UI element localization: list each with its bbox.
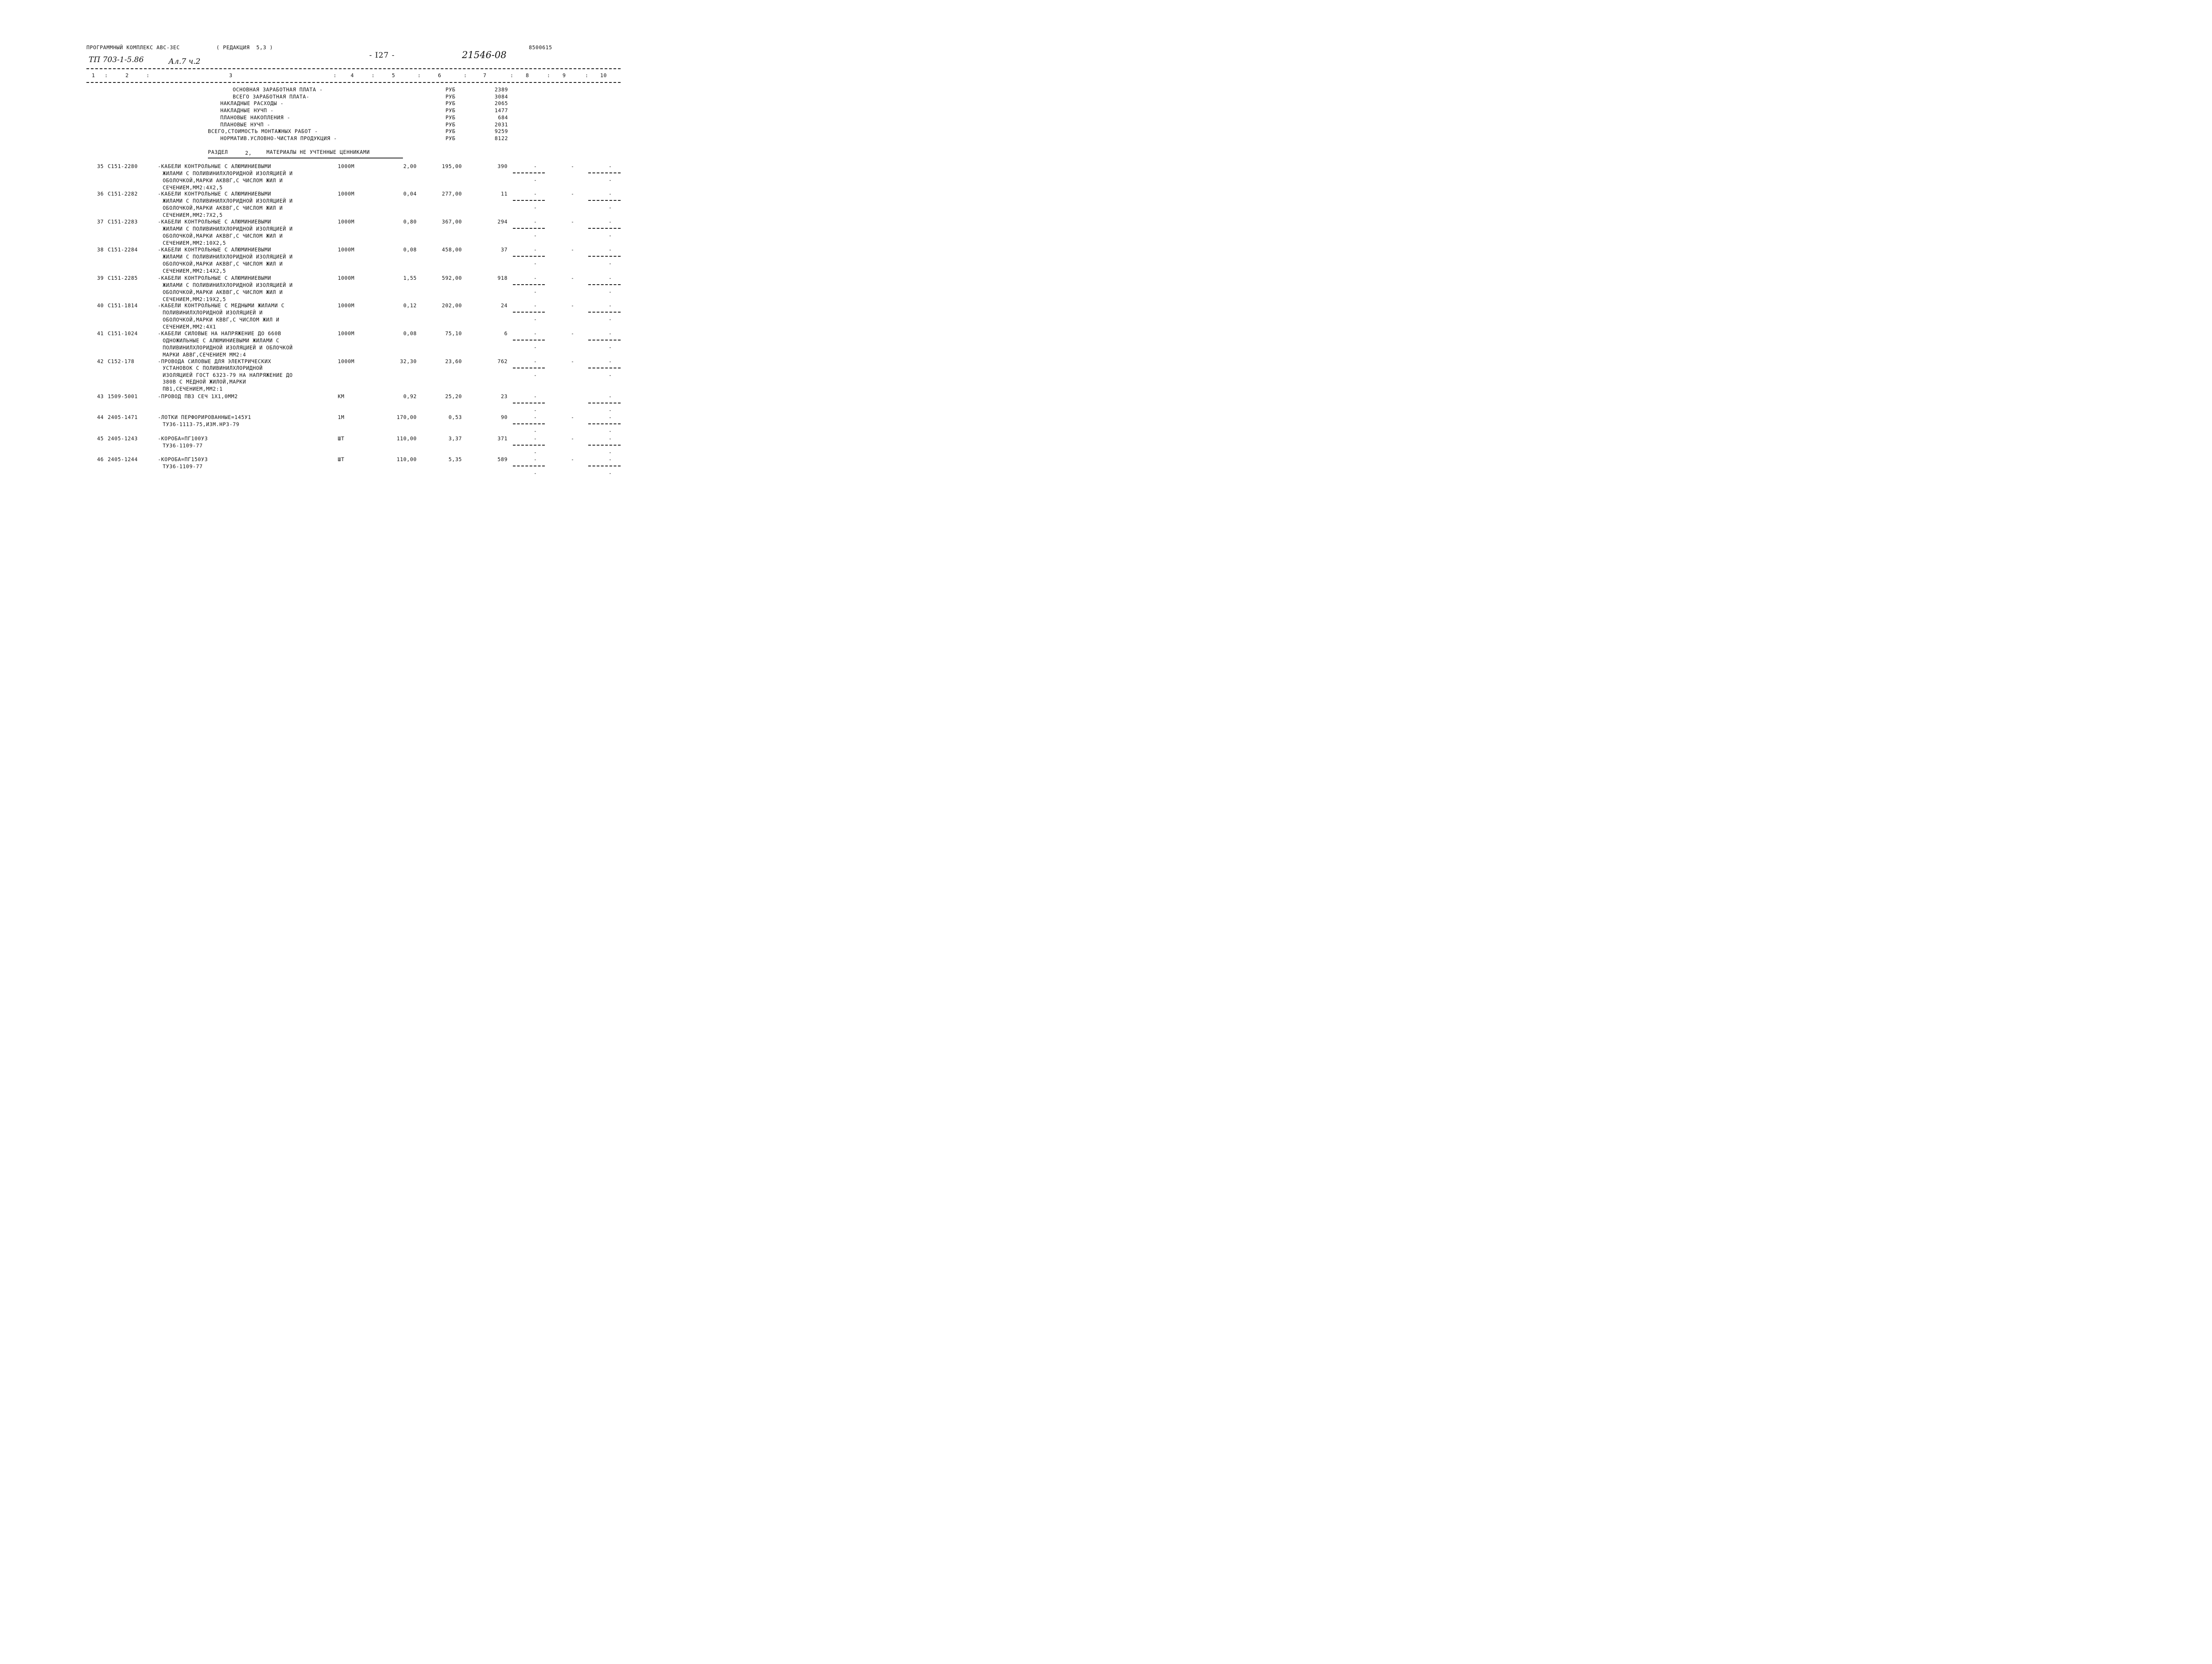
row-description: -КАБЕЛИ КОНТРОЛЬНЫЕ С МЕДНЫМИ ЖИЛАМИ С [158, 302, 285, 309]
row-unit: 1000М [338, 358, 355, 364]
cell-divider [588, 340, 621, 341]
row-code: 1509-5001 [108, 393, 138, 399]
row-quantity: 170,00 [396, 414, 417, 420]
row-quantity: 1,55 [403, 275, 417, 281]
column-separator: : [146, 72, 150, 78]
row-col10: - [609, 247, 612, 253]
row-col10-subtotal: - [609, 289, 612, 295]
row-number: 42 [97, 358, 104, 364]
row-description: -КОРОБА=ПГ100У3 [158, 435, 208, 442]
cell-divider [513, 423, 545, 424]
row-number: 43 [97, 393, 104, 399]
cell-divider [588, 256, 621, 257]
row-col10-subtotal: - [609, 260, 612, 266]
row-description: ОБОЛОЧКОЙ,МАРКИ КВВГ,С ЧИСЛОМ ЖИЛ И [163, 316, 280, 323]
row-description: ЖИЛАМИ С ПОЛИВИНИЛХЛОРИДНОЙ ИЗОЛЯЦИЕЙ И [163, 253, 293, 260]
column-separator: : [418, 72, 421, 78]
row-col8-subtotal: - [534, 289, 537, 295]
row-col8-subtotal: - [534, 344, 537, 350]
row-description: -КАБЕЛИ КОНТРОЛЬНЫЕ С АЛЮМИНИЕВЫМИ [158, 219, 271, 225]
row-price: 202,00 [442, 302, 462, 309]
row-description: -КОРОБА=ПГ150У3 [158, 456, 208, 462]
row-col9: - [571, 219, 574, 225]
summary-value: 2031 [494, 121, 508, 128]
row-number: 44 [97, 414, 104, 420]
cell-divider [513, 200, 545, 201]
row-quantity: 0,08 [403, 330, 417, 337]
row-description: ТУ36-1109-77 [163, 463, 203, 470]
row-col8-subtotal: - [534, 470, 537, 476]
row-col10: - [609, 330, 612, 337]
summary-value: 8122 [494, 135, 508, 141]
row-description: ТУ36-1109-77 [163, 442, 203, 449]
row-unit: 1000М [338, 191, 355, 197]
row-total: 294 [497, 219, 508, 225]
row-col8-subtotal: - [534, 204, 537, 211]
row-quantity: 0,08 [403, 247, 417, 253]
row-col8: - [534, 191, 537, 197]
row-col8: - [534, 247, 537, 253]
column-separator: : [464, 72, 467, 78]
row-col10: - [609, 275, 612, 281]
section-number: 2, [245, 150, 252, 156]
cell-divider [513, 284, 545, 285]
row-col8-subtotal: - [534, 449, 537, 455]
row-col10-subtotal: - [609, 177, 612, 183]
row-total: 90 [500, 414, 508, 420]
doc-number: 21546-08 [462, 50, 507, 60]
column-number: 5 [392, 72, 395, 78]
row-unit: 1000М [338, 330, 355, 337]
row-code: С151-2285 [108, 275, 138, 281]
summary-value: 3084 [494, 93, 508, 100]
summary-label: НОРМАТИВ.УСЛОВНО-ЧИСТАЯ ПРОДУКЦИЯ - [220, 135, 337, 141]
row-col8: - [534, 358, 537, 364]
cell-divider [588, 228, 621, 229]
program-title: ПРОГРАММНЫЙ КОМПЛЕКС АВС-3ЕС [86, 44, 180, 51]
summary-label: НАКЛАДНЫЕ РАСХОДЫ - [220, 100, 284, 107]
row-description: 380В С МЕДНОЙ ЖИЛОЙ,МАРКИ [163, 379, 246, 385]
summary-value: 9259 [494, 128, 508, 135]
row-price: 458,00 [442, 247, 462, 253]
row-price: 5,35 [448, 456, 462, 462]
summary-value: 1477 [494, 107, 508, 114]
row-col9: - [571, 247, 574, 253]
row-code: 2405-1243 [108, 435, 138, 442]
row-description: ОБОЛОЧКОЙ,МАРКИ АКВВГ,С ЧИСЛОМ ЖИЛ И [163, 204, 283, 211]
row-col9: - [571, 456, 574, 462]
row-quantity: 0,92 [403, 393, 417, 399]
row-col9: - [571, 330, 574, 337]
row-description: СЕЧЕНИЕМ,ММ2:4Х2,5 [163, 184, 223, 191]
row-col10: - [609, 219, 612, 225]
row-col9: - [571, 275, 574, 281]
row-unit: ШТ [338, 435, 345, 442]
row-col10-subtotal: - [609, 372, 612, 378]
row-col10-subtotal: - [609, 428, 612, 434]
row-description: -КАБЕЛИ КОНТРОЛЬНЫЕ С АЛЮМИНИЕВЫМИ [158, 163, 271, 169]
row-number: 46 [97, 456, 104, 462]
row-description: -КАБЕЛИ КОНТРОЛЬНЫЕ С АЛЮМИНИЕВЫМИ [158, 247, 271, 253]
row-quantity: 110,00 [396, 456, 417, 462]
cell-divider [588, 200, 621, 201]
row-price: 23,60 [445, 358, 462, 364]
cell-divider [513, 256, 545, 257]
row-total: 37 [500, 247, 508, 253]
tp-number: ТП 703-1-5.86 [89, 55, 144, 64]
row-col8-subtotal: - [534, 316, 537, 322]
edition-label: ( РЕДАКЦИЯ 5,3 ) [216, 44, 273, 51]
row-description: -ПРОВОД ПВ3 СЕЧ 1Х1,0ММ2 [158, 393, 238, 399]
column-number: 3 [229, 72, 233, 78]
row-price: 592,00 [442, 275, 462, 281]
row-total: 6 [504, 330, 508, 337]
column-number: 10 [600, 72, 607, 78]
summary-value: 2389 [494, 86, 508, 93]
row-number: 40 [97, 302, 104, 309]
divider-header [86, 82, 621, 83]
row-total: 390 [497, 163, 508, 169]
row-total: 589 [497, 456, 508, 462]
row-number: 45 [97, 435, 104, 442]
album-label: Ал.7 ч.2 [168, 57, 201, 66]
row-col8-subtotal: - [534, 177, 537, 183]
row-col8: - [534, 456, 537, 462]
row-col9: - [571, 163, 574, 169]
row-description: ОДНОЖИЛЬНЫЕ С АЛЮМИНИЕВЫМИ ЖИЛАМИ С [163, 337, 280, 344]
row-col10-subtotal: - [609, 232, 612, 239]
row-col8-subtotal: - [534, 428, 537, 434]
row-unit: 1000М [338, 219, 355, 225]
row-total: 918 [497, 275, 508, 281]
row-number: 39 [97, 275, 104, 281]
summary-unit: РУБ [446, 128, 456, 135]
row-quantity: 32,30 [400, 358, 417, 364]
row-price: 367,00 [442, 219, 462, 225]
row-col10-subtotal: - [609, 204, 612, 211]
row-code: С151-1024 [108, 330, 138, 337]
column-separator: : [105, 72, 108, 78]
cell-divider [513, 340, 545, 341]
row-description: МАРКИ АВВГ,СЕЧЕНИЕМ ММ2:4 [163, 351, 246, 358]
row-code: С151-2282 [108, 191, 138, 197]
row-quantity: 0,04 [403, 191, 417, 197]
row-quantity: 2,00 [403, 163, 417, 169]
row-col8: - [534, 393, 537, 399]
row-col8-subtotal: - [534, 232, 537, 239]
cell-divider [588, 284, 621, 285]
column-separator: : [547, 72, 551, 78]
row-description: ЖИЛАМИ С ПОЛИВИНИЛХЛОРИДНОЙ ИЗОЛЯЦИЕЙ И [163, 170, 293, 176]
row-description: -ПРОВОДА СИЛОВЫЕ ДЛЯ ЭЛЕКТРИЧЕСКИХ [158, 358, 271, 364]
row-col8: - [534, 330, 537, 337]
row-col9: - [571, 191, 574, 197]
row-description: -КАБЕЛИ КОНТРОЛЬНЫЕ С АЛЮМИНИЕВЫМИ [158, 275, 271, 281]
row-code: С152-178 [108, 358, 135, 364]
row-description: ЖИЛАМИ С ПОЛИВИНИЛХЛОРИДНОЙ ИЗОЛЯЦИЕЙ И [163, 197, 293, 204]
row-description: -ЛОТКИ ПЕРФОРИРОВАННЫЕ=145У1 [158, 414, 251, 420]
column-number: 9 [563, 72, 566, 78]
cell-divider [513, 172, 545, 173]
section-title: МАТЕРИАЛЫ НЕ УЧТЕННЫЕ ЦЕННИКАМИ [266, 149, 370, 155]
row-col8-subtotal: - [534, 260, 537, 266]
row-code: 2405-1471 [108, 414, 138, 420]
row-code: С151-2283 [108, 219, 138, 225]
row-col10-subtotal: - [609, 344, 612, 350]
column-number: 2 [125, 72, 129, 78]
row-description: СЕЧЕНИЕМ,ММ2:10Х2,5 [163, 239, 226, 246]
column-separator: : [585, 72, 589, 78]
row-price: 75,10 [445, 330, 462, 337]
column-number: 4 [351, 72, 354, 78]
summary-value: 684 [498, 114, 508, 121]
row-description: ОБОЛОЧКОЙ,МАРКИ АКВВГ,С ЧИСЛОМ ЖИЛ И [163, 289, 283, 295]
row-unit: 1000М [338, 163, 355, 169]
row-total: 11 [500, 191, 508, 197]
row-description: СЕЧЕНИЕМ,ММ2:4Х1 [163, 323, 216, 330]
divider-top [86, 68, 621, 69]
cell-divider [588, 172, 621, 173]
row-unit: 1000М [338, 275, 355, 281]
row-col9: - [571, 302, 574, 309]
row-description: ОБОЛОЧКОЙ,МАРКИ АКВВГ,С ЧИСЛОМ ЖИЛ И [163, 232, 283, 239]
summary-unit: РУБ [446, 114, 456, 121]
row-col10: - [609, 393, 612, 399]
row-description: -КАБЕЛИ КОНТРОЛЬНЫЕ С АЛЮМИНИЕВЫМИ [158, 191, 271, 197]
row-description: ЖИЛАМИ С ПОЛИВИНИЛХЛОРИДНОЙ ИЗОЛЯЦИЕЙ И [163, 282, 293, 288]
row-col9: - [571, 358, 574, 364]
row-description: УСТАНОВОК С ПОЛИВИНИЛХЛОРИДНОЙ [163, 365, 263, 372]
page-number: - I27 - [369, 51, 395, 60]
cell-divider [588, 312, 621, 313]
row-description: ОБОЛОЧКОЙ,МАРКИ АКВВГ,С ЧИСЛОМ ЖИЛ И [163, 260, 283, 267]
summary-unit: РУБ [446, 135, 456, 141]
row-number: 36 [97, 191, 104, 197]
row-col10-subtotal: - [609, 407, 612, 413]
row-description: ПОЛИВИНИЛХЛОРИДНОЙ ИЗОЛЯЦИЕЙ И ОБЛОЧКОЙ [163, 344, 293, 351]
row-col10: - [609, 302, 612, 309]
summary-unit: РУБ [446, 121, 456, 128]
row-description: ОБОЛОЧКОЙ,МАРКИ АКВВГ,С ЧИСЛОМ ЖИЛ И [163, 177, 283, 184]
cell-divider [588, 423, 621, 424]
row-col8: - [534, 435, 537, 442]
row-col10: - [609, 358, 612, 364]
row-price: 195,00 [442, 163, 462, 169]
row-col9: - [571, 414, 574, 420]
row-col10: - [609, 191, 612, 197]
column-number: 8 [526, 72, 529, 78]
row-description: ЖИЛАМИ С ПОЛИВИНИЛХЛОРИДНОЙ ИЗОЛЯЦИЕЙ И [163, 225, 293, 232]
row-description: -КАБЕЛИ СИЛОВЫЕ НА НАПРЯЖЕНИЕ ДО 660В [158, 330, 281, 337]
row-col10-subtotal: - [609, 470, 612, 476]
row-total: 371 [497, 435, 508, 442]
row-col9: - [571, 435, 574, 442]
row-number: 37 [97, 219, 104, 225]
document-code: 8500615 [529, 44, 552, 51]
cell-divider [588, 445, 621, 446]
row-description: СЕЧЕНИЕМ,ММ2:7Х2,5 [163, 211, 223, 218]
section-underline [208, 157, 403, 159]
row-col10: - [609, 163, 612, 169]
row-col10-subtotal: - [609, 449, 612, 455]
row-col8: - [534, 275, 537, 281]
summary-label: НАКЛАДНЫЕ НУЧП - [220, 107, 274, 114]
column-number: 7 [483, 72, 487, 78]
column-separator: : [510, 72, 514, 78]
row-quantity: 110,00 [396, 435, 417, 442]
row-description: СЕЧЕНИЕМ,ММ2:14Х2,5 [163, 267, 226, 274]
summary-label: ПЛАНОВЫЕ НАКОПЛЕНИЯ - [220, 114, 290, 121]
row-unit: КМ [338, 393, 345, 399]
summary-label: ОСНОВНАЯ ЗАРАБОТНАЯ ПЛАТА - [233, 86, 323, 93]
row-total: 24 [500, 302, 508, 309]
row-price: 0,53 [448, 414, 462, 420]
row-description: ИЗОЛЯЦИЕЙ ГОСТ 6323-79 НА НАПРЯЖЕНИЕ ДО [163, 372, 293, 378]
row-code: С151-1814 [108, 302, 138, 309]
column-separator: : [333, 72, 337, 78]
row-code: С151-2280 [108, 163, 138, 169]
row-number: 41 [97, 330, 104, 337]
row-number: 38 [97, 247, 104, 253]
column-separator: : [371, 72, 375, 78]
row-code: С151-2284 [108, 247, 138, 253]
row-col10: - [609, 456, 612, 462]
row-number: 35 [97, 163, 104, 169]
row-price: 277,00 [442, 191, 462, 197]
row-col8: - [534, 219, 537, 225]
cell-divider [513, 445, 545, 446]
row-description: ПОЛИВИНИЛХЛОРИДНОЙ ИЗОЛЯЦИЕЙ И [163, 309, 263, 316]
row-col8: - [534, 414, 537, 420]
row-description: СЕЧЕНИЕМ,ММ2:19Х2,5 [163, 296, 226, 302]
summary-label: ВСЕГО,СТОИМОСТЬ МОНТАЖНЫХ РАБОТ - [208, 128, 318, 135]
row-unit: 1000М [338, 247, 355, 253]
cell-divider [513, 312, 545, 313]
summary-unit: РУБ [446, 86, 456, 93]
row-description: ТУ36-1113-75,ИЗМ.НР3-79 [163, 421, 240, 427]
summary-unit: РУБ [446, 107, 456, 114]
row-quantity: 0,80 [403, 219, 417, 225]
row-col8: - [534, 163, 537, 169]
row-col8: - [534, 302, 537, 309]
row-quantity: 0,12 [403, 302, 417, 309]
column-number: 6 [438, 72, 442, 78]
row-col8-subtotal: - [534, 407, 537, 413]
row-price: 3,37 [448, 435, 462, 442]
row-total: 23 [500, 393, 508, 399]
row-col8-subtotal: - [534, 372, 537, 378]
row-price: 25,20 [445, 393, 462, 399]
row-description: ПВ1,СЕЧЕНИЕМ,ММ2:1 [163, 385, 223, 392]
row-col10: - [609, 435, 612, 442]
summary-label: ПЛАНОВЫЕ НУЧП - [220, 121, 270, 128]
cell-divider [513, 228, 545, 229]
row-col10: - [609, 414, 612, 420]
summary-label: ВСЕГО ЗАРАБОТНАЯ ПЛАТА- [233, 93, 310, 100]
row-code: 2405-1244 [108, 456, 138, 462]
row-unit: ШТ [338, 456, 345, 462]
summary-unit: РУБ [446, 100, 456, 107]
summary-unit: РУБ [446, 93, 456, 100]
row-unit: 1000М [338, 302, 355, 309]
row-unit: 1М [338, 414, 345, 420]
section-label: РАЗДЕЛ [208, 149, 228, 155]
summary-value: 2065 [494, 100, 508, 107]
column-number: 1 [92, 72, 95, 78]
row-total: 762 [497, 358, 508, 364]
row-col10-subtotal: - [609, 316, 612, 322]
